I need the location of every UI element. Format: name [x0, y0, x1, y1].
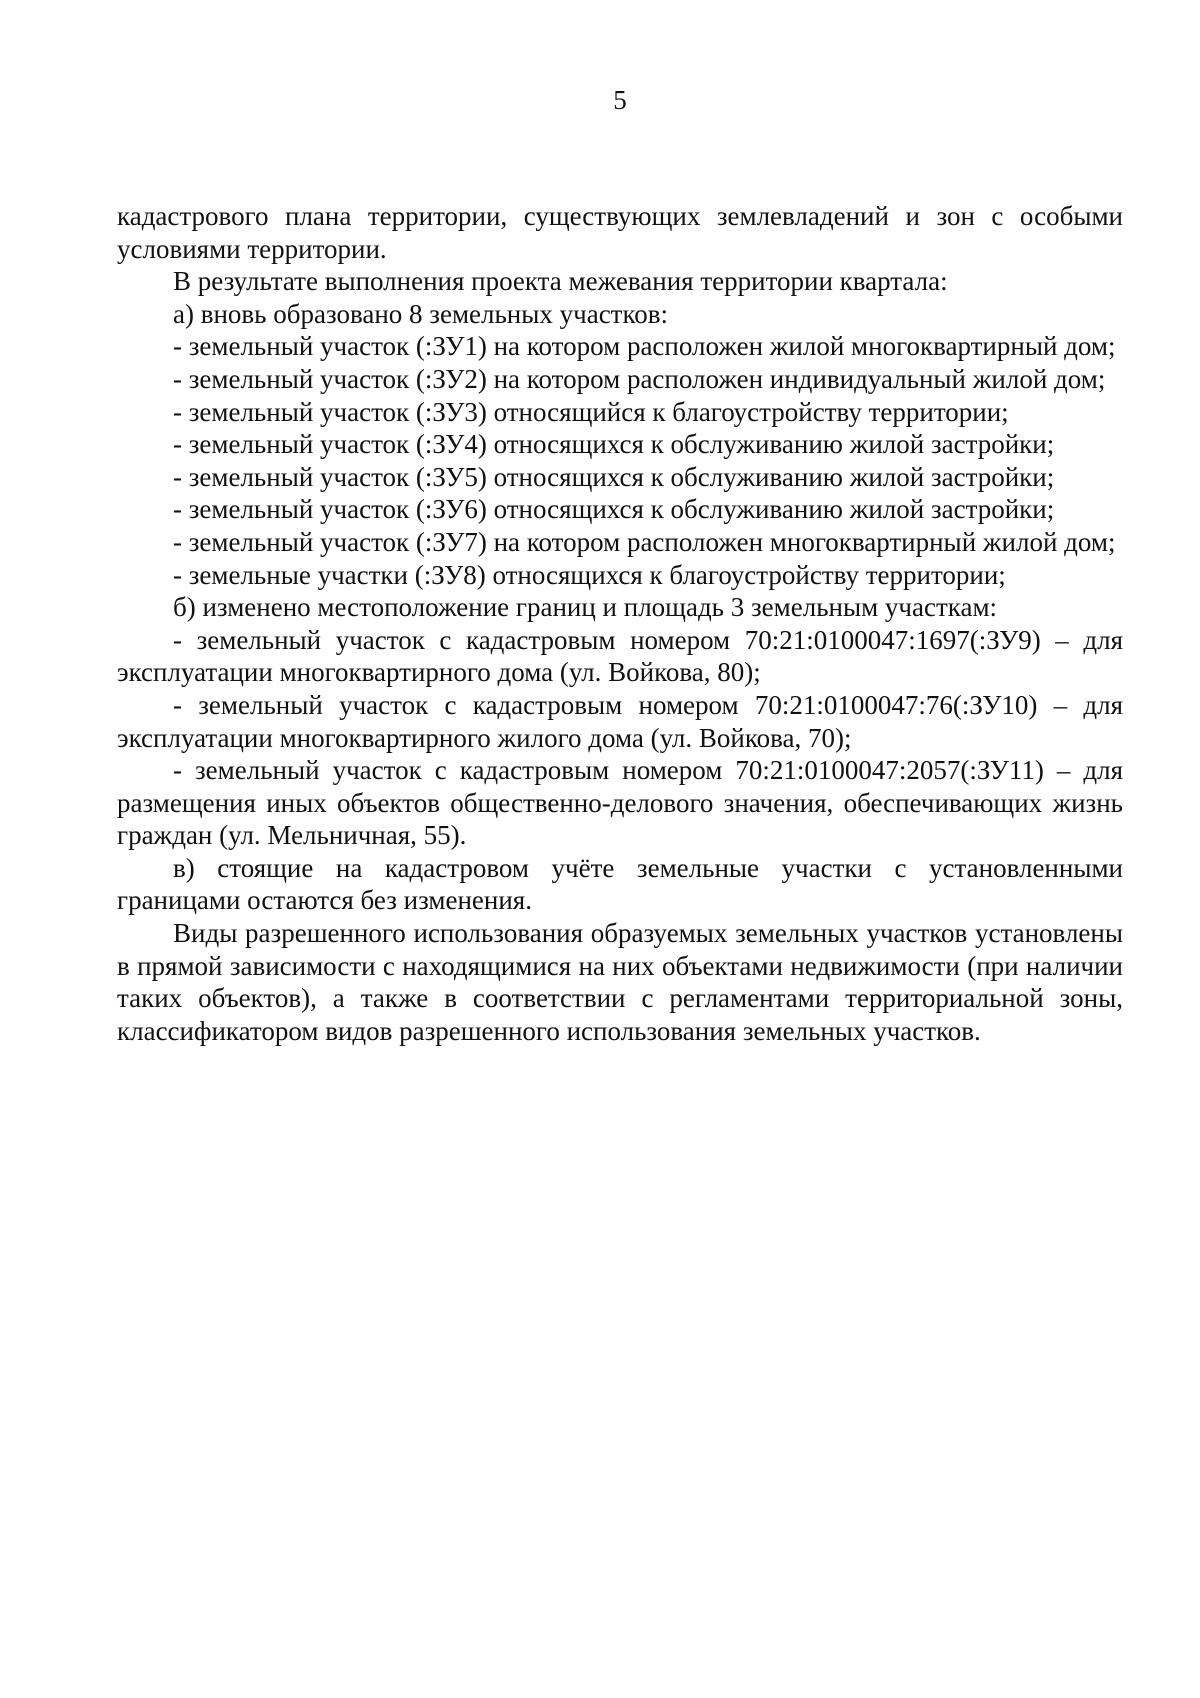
list-item-zu6: - земельный участок (:ЗУ6) относящихся к обслуживанию жилой застройки;	[173, 494, 1055, 525]
list-item-zu5: - земельный участок (:ЗУ5) относящихся к обслуживанию жилой застройки;	[173, 461, 1055, 492]
paragraph-intro: В результате выполнения проекта межевания территории квартала:	[173, 266, 948, 297]
list-item-zu4: - земельный участок (:ЗУ4) относящихся к обслуживанию жилой застройки;	[173, 429, 1055, 460]
list-item-zu1: - земельный участок (:ЗУ1) на котором расположен жилой многоквартирный дом;	[173, 331, 1116, 362]
paragraph-section-a: а) вновь образовано 8 земельных участков:	[173, 298, 668, 329]
paragraph-section-c: в) стоящие на кадастровом учёте земельные участки с установленными границами остаются без изменения.	[117, 852, 1123, 916]
paragraph-permitted-use: Виды разрешенного использования образуемых земельных участков установлены в прямой зависимости с находящимися на них объектами недвижимости (при наличии таких объектов), а также в соответствии с регламентами территориальной зоны, классификатором видов разрешенного использования земельных участков.	[117, 918, 1123, 1046]
list-item-zu3: - земельный участок (:ЗУ3) относящийся к благоустройству территории;	[173, 396, 1009, 427]
list-item-zu9: - земельный участок с кадастровым номером 70:21:0100047:1697(:ЗУ9) – для эксплуатации многоквартирного дома (ул. Войкова, 80);	[117, 624, 1123, 688]
paragraph-continuation: кадастрового плана территории, существующих землевладений и зон с особыми условиями территории.	[117, 201, 1123, 264]
list-item-zu7: - земельный участок (:ЗУ7) на котором расположен многоквартирный жилой дом;	[173, 526, 1116, 557]
document-body	[117, 200, 1123, 1047]
list-item-zu2: - земельный участок (:ЗУ2) на котором расположен индивидуальный жилой дом;	[173, 363, 1106, 394]
list-item-zu8: - земельные участки (:ЗУ8) относящихся к благоустройству территории;	[173, 559, 1006, 590]
page-number: 5	[613, 85, 627, 115]
list-item-zu11: - земельный участок с кадастровым номером 70:21:0100047:2057(:ЗУ11) – для размещения иных объектов общественно-делового значения, обеспечивающих жизнь граждан (ул. Мельничная, 55).	[117, 755, 1123, 851]
paragraph-section-b: б) изменено местоположение границ и площадь 3 земельным участкам:	[173, 592, 998, 623]
list-item-zu10: - земельный участок с кадастровым номером 70:21:0100047:76(:ЗУ10) – для эксплуатации многоквартирного жилого дома (ул. Войкова, 70);	[117, 689, 1123, 753]
